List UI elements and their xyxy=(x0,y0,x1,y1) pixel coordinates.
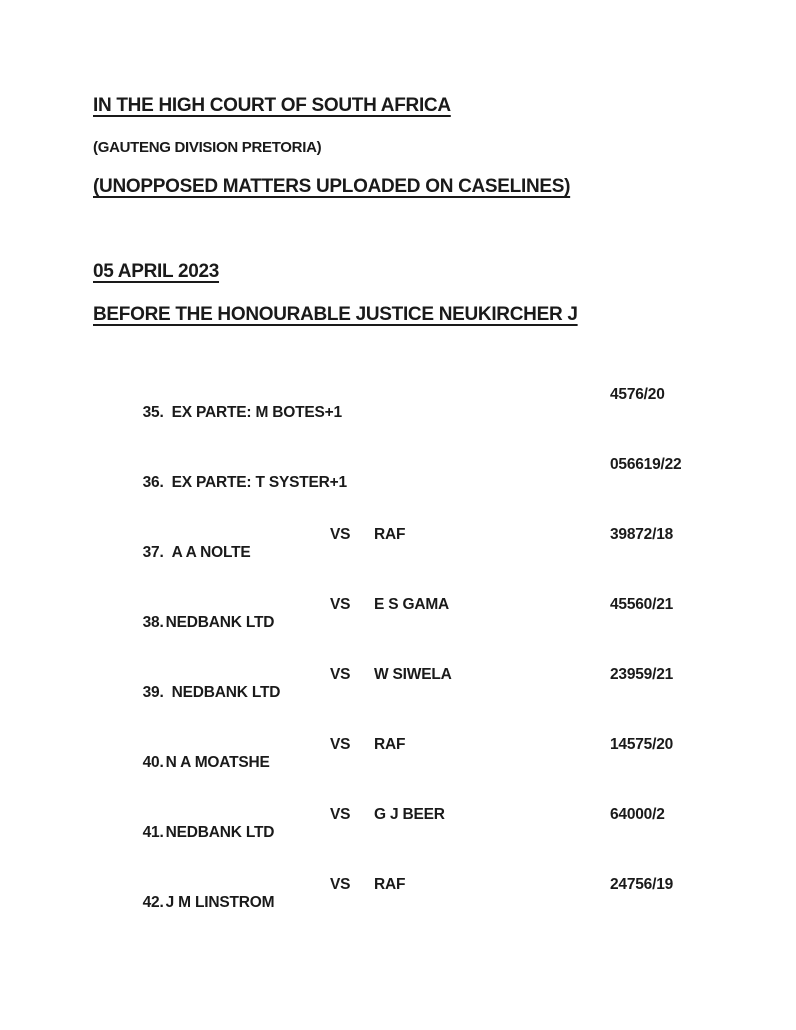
item-number: 37. xyxy=(142,543,164,561)
case-reference: 64000/2 xyxy=(610,806,665,823)
case-row xyxy=(118,596,756,631)
party-one: EX PARTE: M BOTES+1 xyxy=(171,403,342,421)
division-subtitle: (GAUTENG DIVISION PRETORIA) xyxy=(93,139,322,156)
matters-title: (UNOPPOSED MATTERS UPLOADED ON CASELINES) xyxy=(93,176,571,197)
case-reference: 4576/20 xyxy=(610,386,665,403)
party-two: RAF xyxy=(374,876,406,893)
case-reference: 14575/20 xyxy=(610,736,674,753)
vs-label: VS xyxy=(330,666,351,683)
case-row xyxy=(118,806,756,841)
party-one: N A MOATSHE xyxy=(165,753,270,771)
party-one: NEDBANK LTD xyxy=(165,613,275,631)
case-row xyxy=(118,666,756,701)
item-number: 38. xyxy=(142,613,164,631)
case-row xyxy=(118,386,756,421)
party-one: EX PARTE: T SYSTER+1 xyxy=(171,473,347,491)
party-one: J M LINSTROM xyxy=(165,893,275,911)
vs-label: VS xyxy=(330,526,351,543)
case-row xyxy=(118,876,756,911)
case-reference: 24756/19 xyxy=(610,876,674,893)
party-two: RAF xyxy=(374,736,406,753)
party-two: RAF xyxy=(374,526,406,543)
case-row xyxy=(118,526,756,561)
case-row xyxy=(118,456,756,491)
item-number: 35. xyxy=(142,403,164,421)
vs-label: VS xyxy=(330,806,351,823)
party-two: W SIWELA xyxy=(374,666,452,683)
case-reference: 39872/18 xyxy=(610,526,674,543)
case-reference: 45560/21 xyxy=(610,596,674,613)
hearing-date: 05 APRIL 2023 xyxy=(93,261,220,282)
court-title: IN THE HIGH COURT OF SOUTH AFRICA xyxy=(93,95,451,116)
item-number: 40. xyxy=(142,753,164,771)
party-one: NEDBANK LTD xyxy=(165,823,275,841)
vs-label: VS xyxy=(330,876,351,893)
case-reference: 23959/21 xyxy=(610,666,674,683)
party-one: NEDBANK LTD xyxy=(171,683,281,701)
case-reference: 056619/22 xyxy=(610,456,682,473)
vs-label: VS xyxy=(330,736,351,753)
item-number: 41. xyxy=(142,823,164,841)
presiding-judge-line: BEFORE THE HONOURABLE JUSTICE NEUKIRCHER J xyxy=(93,304,578,325)
party-two: E S GAMA xyxy=(374,596,450,613)
vs-label: VS xyxy=(330,596,351,613)
party-one: A A NOLTE xyxy=(171,543,251,561)
item-number: 36. xyxy=(142,473,164,491)
party-two: G J BEER xyxy=(374,806,445,823)
case-row xyxy=(118,736,756,771)
item-number: 42. xyxy=(142,893,164,911)
item-number: 39. xyxy=(142,683,164,701)
